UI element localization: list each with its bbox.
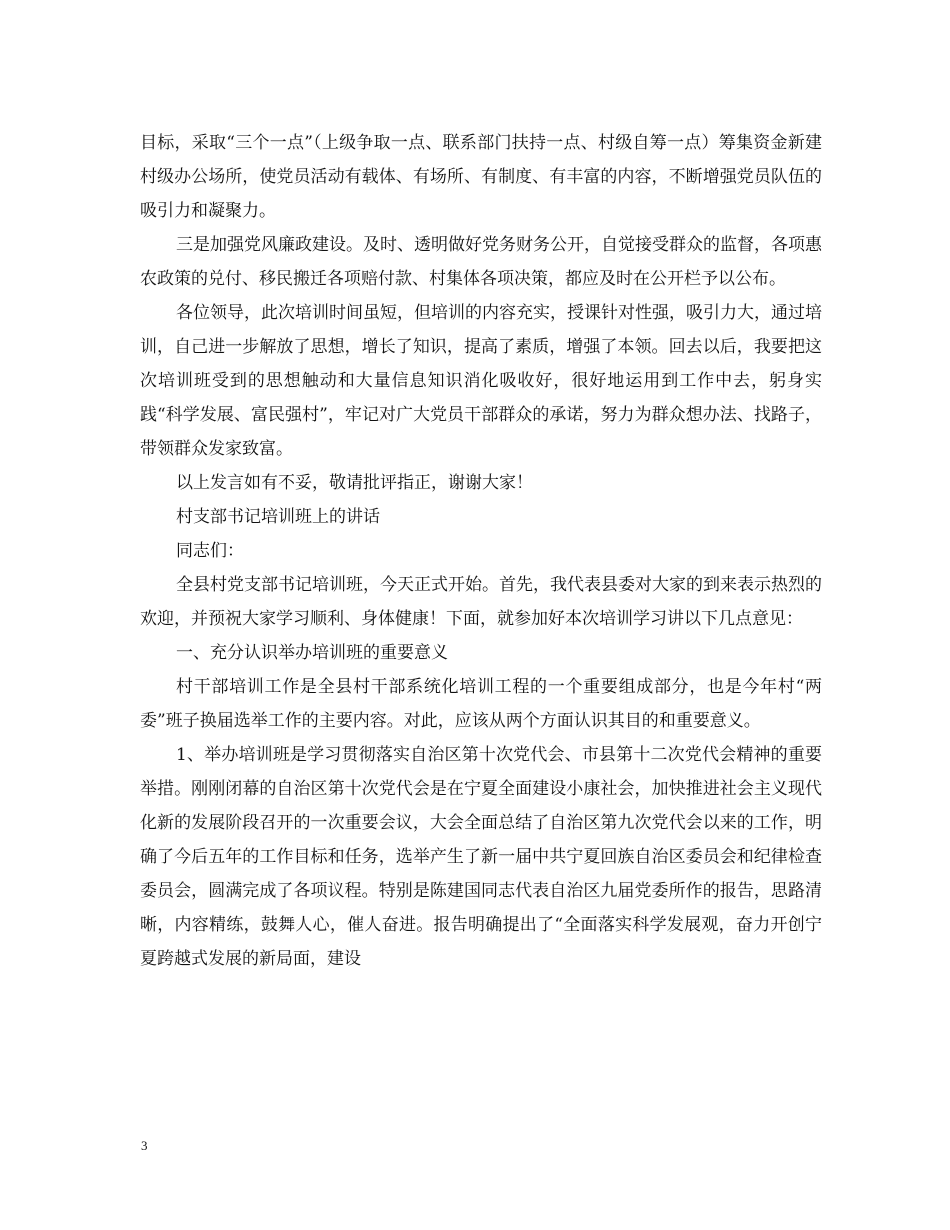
speech-salutation: 同志们：	[176, 541, 244, 561]
paragraph-continued-goal: 目标，采取“三个一点”（上级争取一点、联系部门扶持一点、村级自筹一点）筹集资金新建村级办公场所，使党员活动有载体、有场所、有制度、有丰富的内容，不断增强党员队伍的吸引力和凝聚力。	[140, 133, 822, 221]
section-heading-importance: 一、充分认识举办培训班的重要意义	[176, 643, 448, 663]
paragraph-point-one: 1、举办培训班是学习贯彻落实自治区第十次党代会、市县第十二次党代会精神的重要举措。刚刚闭幕的自治区第十次党代会是在宁夏全面建设小康社会，加快推进社会主义现代化新的发展阶段召开的一次重要会议，大会全面总结了自治区第九次党代会以来的工作，明确了今后五年的工作目标和任务，选举产生了新一届中共宁夏回族自治区委员会和纪律检查委员会，圆满完成了各项议程。特别是陈建国同志代表自治区九届党委所作的报告，思路清晰，内容精练，鼓舞人心，催人奋进。报告明确提出了“全面落实科学发展观，奋力开创宁夏跨越式发展的新局面，建设	[140, 745, 822, 969]
paragraph-clean-government: 三是加强党风廉政建设。及时、透明做好党务财务公开，自觉接受群众的监督，各项惠农政策的兑付、移民搬迁各项赔付款、村集体各项决策，都应及时在公开栏予以公布。	[140, 235, 822, 289]
document-body	[140, 126, 822, 976]
paragraph-training-reflection: 各位领导，此次培训时间虽短，但培训的内容充实，授课针对性强，吸引力大，通过培训，自己进一步解放了思想，增长了知识，提高了素质，增强了本领。回去以后，我要把这次培训班受到的思想触动和大量信息知识消化吸收好，很好地运用到工作中去，躬身实践“科学发展、富民强村”，牢记对广大党员干部群众的承诺，努力为群众想办法、找路子，带领群众发家致富。	[140, 303, 822, 459]
paragraph-closing-thanks: 以上发言如有不妥，敬请批评指正，谢谢大家！	[176, 473, 533, 493]
page-number: 3	[141, 1138, 148, 1153]
paragraph-opening: 全县村党支部书记培训班，今天正式开始。首先，我代表县委对大家的到来表示热烈的欢迎，并预祝大家学习顺利、身体健康！下面，就参加好本次培训学习讲以下几点意见：	[140, 575, 822, 629]
paragraph-training-purpose: 村干部培训工作是全县村干部系统化培训工程的一个重要组成部分，也是今年村“两委”班子换届选举工作的主要内容。对此，应该从两个方面认识其目的和重要意义。	[140, 677, 822, 731]
speech-title: 村支部书记培训班上的讲话	[176, 507, 380, 527]
